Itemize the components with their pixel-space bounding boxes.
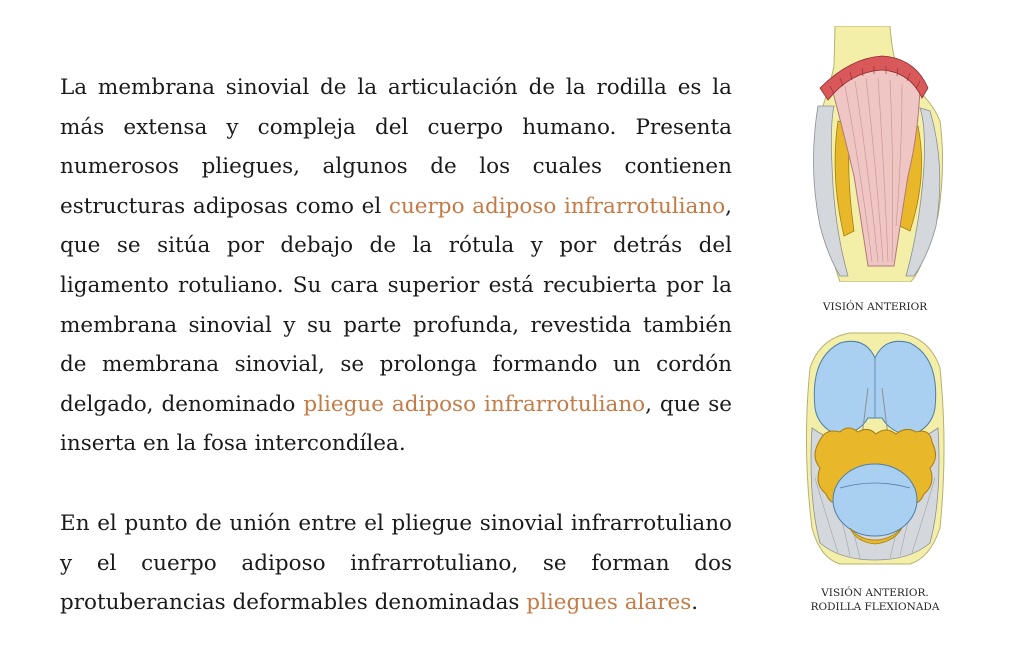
term-pliegues-alares: pliegues alares xyxy=(526,590,692,616)
caption-flexed-line-1: VISIÓN ANTERIOR. xyxy=(821,587,929,599)
term-pliegue-adiposo: pliegue adiposo infrarrotuliano xyxy=(303,391,646,417)
term-cuerpo-adiposo: cuerpo adiposo infrarrotuliano xyxy=(388,193,726,219)
paragraph-1-text-a: La membrana sinovial de la articulación de la rodilla es la más extensa y compleja del cuerpo humano. Presenta numerosos pliegues, algunos de los cuales contienen estructuras adiposas como el xyxy=(60,75,732,219)
knee-anterior-illustration xyxy=(790,26,960,282)
figures-column xyxy=(790,20,960,650)
paragraph-2-text-a: En el punto de unión entre el pliegue sinovial infrarrotuliano y el cuerpo adiposo infrarrotuliano, se forman dos protuberancias deformables denominadas xyxy=(60,510,732,616)
paragraph-1 xyxy=(60,68,732,464)
caption-flexed-line-2: RODILLA FLEXIONADA xyxy=(810,601,940,613)
caption-anterior: VISIÓN ANTERIOR xyxy=(822,301,928,313)
paragraph-2 xyxy=(60,504,732,623)
paragraph-1-text-c: , que se inserta en la fosa intercondílea. xyxy=(60,391,732,457)
paragraph-1-text-b: , que se sitúa por debajo de la rótula y por detrás del ligamento rotuliano. Su cara superior está recubierta por la membrana sinovial y su parte profunda, revestida también de membrana sinovial, se prolonga formando un cordón delgado, denominado xyxy=(60,193,733,417)
body-text xyxy=(60,68,732,623)
knee-flexed-illustration xyxy=(790,328,960,568)
paragraph-2-text-b: . xyxy=(691,590,699,616)
